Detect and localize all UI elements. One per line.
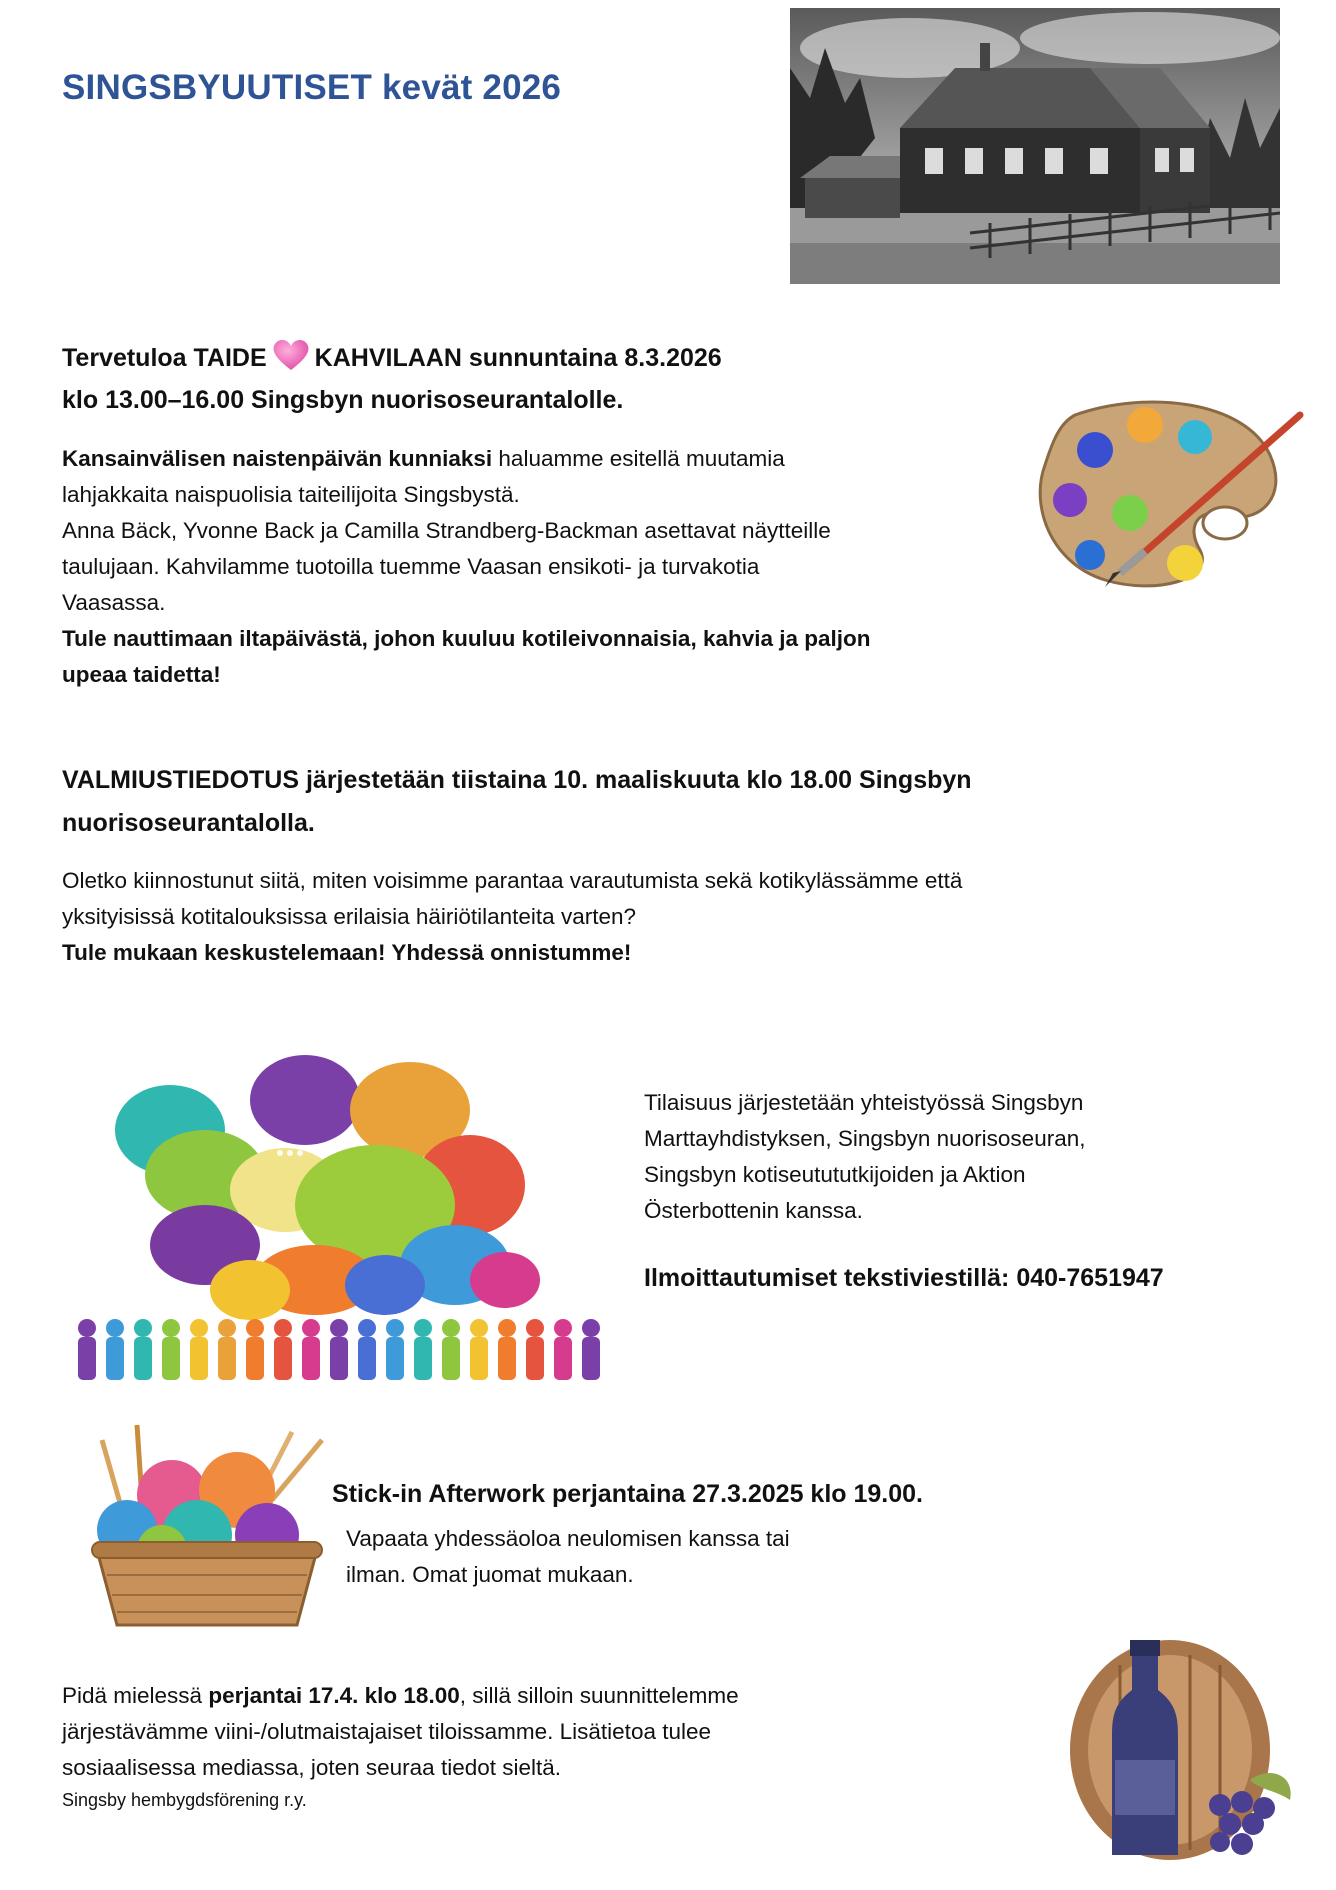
wine-barrel-icon <box>1060 1630 1300 1870</box>
preparedness-heading-2: nuorisoseurantalolla. <box>62 809 315 837</box>
art-cafe-line-1 <box>62 441 785 477</box>
community-discussion-illustration <box>75 1045 620 1380</box>
page-title: SINGSBYUUTISET kevät 2026 <box>62 68 562 107</box>
preparedness-line-2: yksityisissä kotitalouksissa erilaisia häiriötilanteita varten? <box>62 904 636 929</box>
preparedness-line-1: Oletko kiinnostunut siitä, miten voisimme parantaa varautumista sekä kotikylässämme että <box>62 868 963 893</box>
art-cafe-time: klo 13.00–16.00 Singsbyn nuorisoseurantalolle. <box>62 386 624 414</box>
preparedness-line-3: Tule mukaan keskustelemaan! Yhdessä onnistumme! <box>62 940 632 965</box>
paint-palette-icon <box>1035 395 1305 595</box>
preparedness-heading-1: VALMIUSTIEDOTUS järjestetään tiistaina 10. maaliskuuta klo 18.00 Singsbyn <box>62 766 972 794</box>
yarn-basket-icon <box>82 1420 332 1630</box>
art-cafe-line-2: lahjakkaita naispuolisia taiteilijoita Singsbystä. <box>62 482 520 507</box>
art-cafe-heading-part1: Tervetuloa TAIDE <box>62 344 267 372</box>
stickin-heading: Stick-in Afterwork perjantaina 27.3.2025 klo 19.00. <box>332 1480 924 1508</box>
wine-line-2: järjestävämme viini-/olutmaistajaiset tiloissamme. Lisätietoa tulee <box>62 1719 712 1744</box>
wine-line-1 <box>62 1678 739 1714</box>
heart-icon <box>271 338 311 384</box>
art-cafe-heading <box>62 338 722 384</box>
house-photo <box>790 8 1280 284</box>
wine-date: perjantai 17.4. klo 18.00 <box>208 1683 460 1708</box>
cooperation-line-4: Österbottenin kanssa. <box>644 1198 863 1223</box>
cooperation-line-1: Tilaisuus järjestetään yhteistyössä Singsbyn <box>644 1090 1084 1115</box>
art-cafe-line-7: upeaa taidetta! <box>62 662 221 687</box>
wine-line-1-end: , sillä silloin suunnittelemme <box>459 1683 739 1708</box>
stickin-line-1: Vapaata yhdessäoloa neulomisen kanssa tai <box>346 1526 790 1551</box>
stickin-line-2: ilman. Omat juomat mukaan. <box>346 1562 634 1587</box>
registration-info: Ilmoittautumiset tekstiviestillä: 040-7651947 <box>644 1264 1164 1292</box>
cooperation-line-3: Singsbyn kotiseutututkijoiden ja Aktion <box>644 1162 1026 1187</box>
art-cafe-line-5: Vaasassa. <box>62 590 166 615</box>
art-cafe-heading-part2: KAHVILAAN sunnuntaina 8.3.2026 <box>314 344 722 372</box>
art-cafe-line-3: Anna Bäck, Yvonne Back ja Camilla Strandberg-Backman asettavat näytteille <box>62 518 831 543</box>
cooperation-line-2: Marttayhdistyksen, Singsbyn nuorisoseuran, <box>644 1126 1086 1151</box>
signature: Singsby hembygdsförening r.y. <box>62 1790 307 1810</box>
art-cafe-bold-intro: Kansainvälisen naistenpäivän kunniaksi <box>62 446 493 471</box>
wine-line-1-start: Pidä mielessä <box>62 1683 209 1708</box>
art-cafe-line-4: taulujaan. Kahvilamme tuotoilla tuemme Vaasan ensikoti- ja turvakotia <box>62 554 760 579</box>
art-cafe-line-6: Tule nauttimaan iltapäivästä, johon kuuluu kotileivonnaisia, kahvia ja paljon <box>62 626 871 651</box>
art-cafe-intro-rest: haluamme esitellä muutamia <box>492 446 785 471</box>
wine-line-3: sosiaalisessa mediassa, joten seuraa tiedot sieltä. <box>62 1755 562 1780</box>
